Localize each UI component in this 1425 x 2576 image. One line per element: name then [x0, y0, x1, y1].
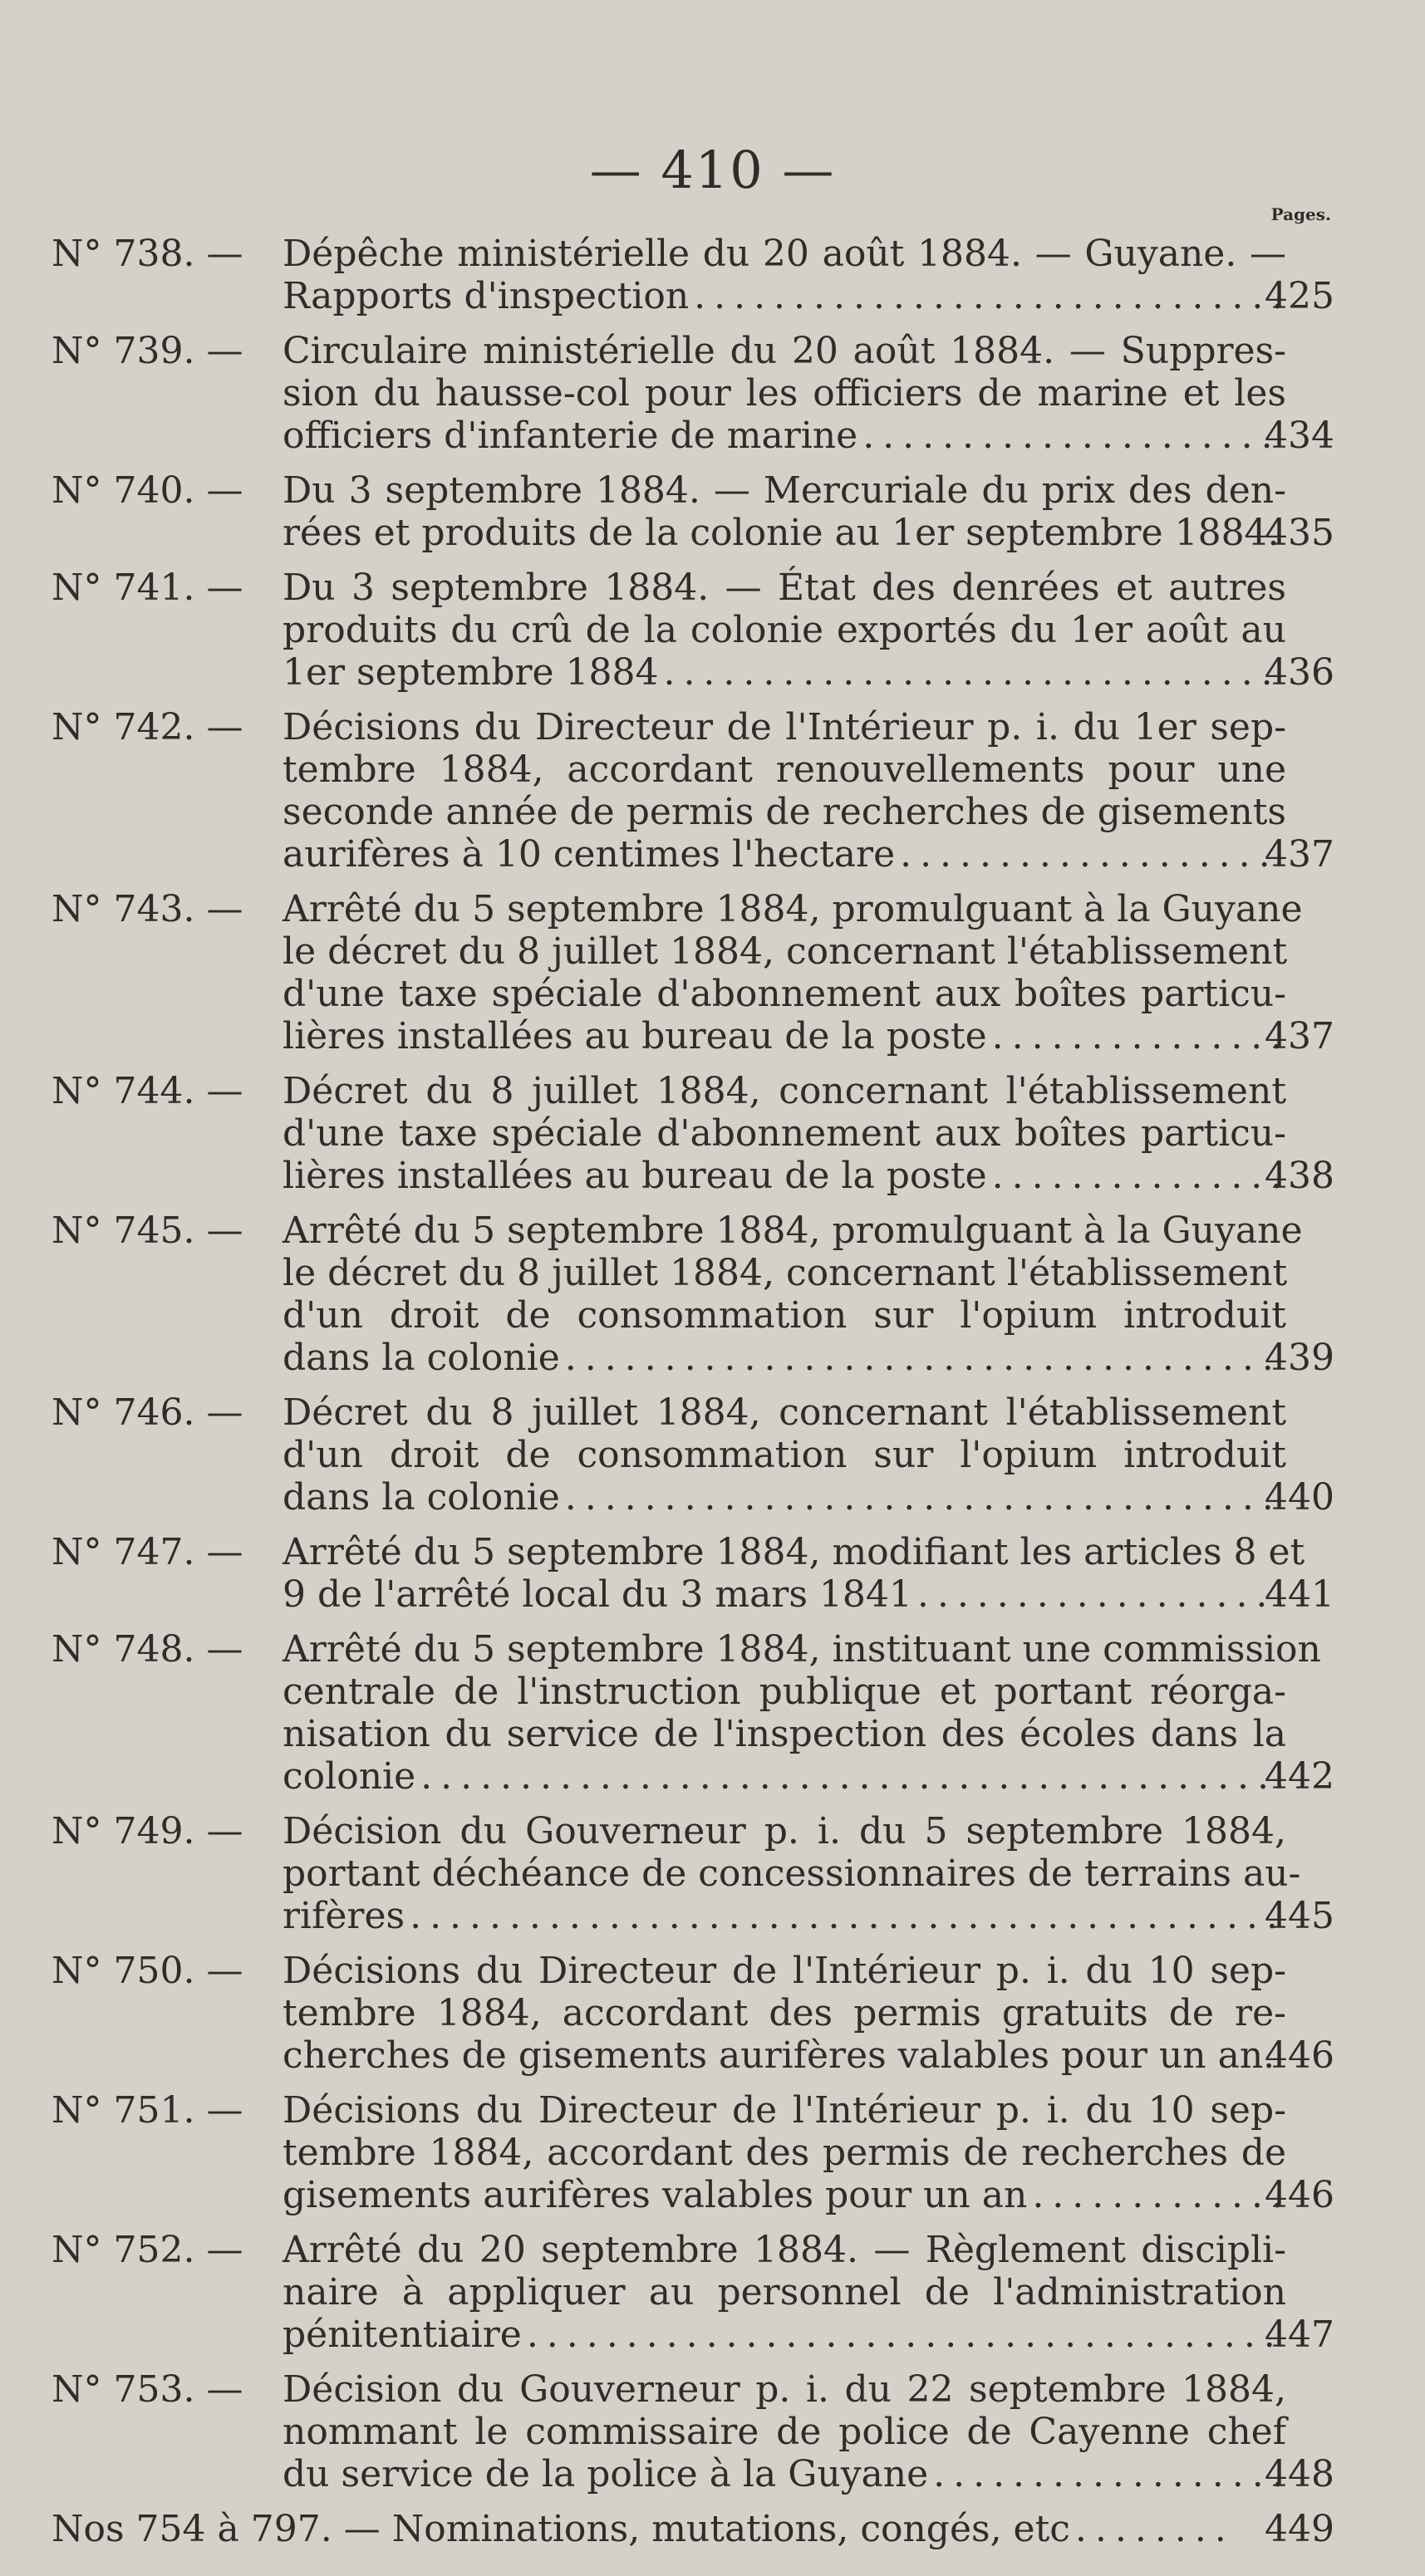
entry-description [283, 2229, 1334, 2356]
toc-entry [52, 1950, 1334, 2077]
entry-number: N° 744. [52, 1070, 195, 1112]
entry-label [52, 1950, 243, 1992]
entry-line: Rapports d'inspection [283, 275, 690, 317]
entry-line: produits du crû de la colonie exportés du 1er août au [283, 609, 1286, 651]
entry-line: d'un droit de consommation sur l'opium introduit [283, 1434, 1286, 1476]
entry-number: N° 742. [52, 706, 195, 748]
entry-line: pénitentiaire [283, 2313, 522, 2356]
dot-leader [992, 1015, 1281, 1057]
dot-leader [527, 2313, 1281, 2356]
entry-line: aurifères à 10 centimes l'hectare [283, 833, 896, 876]
entry-line: tembre 1884, accordant des permis gratuits de re- [283, 1992, 1286, 2034]
entry-description [283, 567, 1334, 694]
entry-description [283, 1628, 1334, 1798]
toc-entry [52, 2229, 1334, 2356]
toc-entry [52, 888, 1334, 1057]
entry-description [283, 330, 1334, 457]
entry-dash: — [206, 2368, 243, 2411]
entry-description [283, 1531, 1334, 1616]
entry-label [52, 706, 243, 748]
entry-number: N° 745. [52, 1209, 195, 1252]
page-number: — 410 — [589, 140, 836, 200]
page-reference: 447 [1265, 2313, 1334, 2356]
entry-label [52, 1209, 243, 1252]
entry-line: portant déchéance de concessionnaires de terrains au- [283, 1852, 1301, 1895]
entry-number: N° 753. [52, 2368, 195, 2411]
entry-label [52, 233, 243, 275]
entry-line: Arrêté du 20 septembre 1884. — Règlement discipli- [283, 2229, 1286, 2271]
page-reference: 439 [1265, 1337, 1334, 1379]
dot-leader [565, 1476, 1281, 1519]
entry-number: N° 741. [52, 567, 195, 609]
entry-dash: — [206, 1391, 243, 1434]
entry-dash: — [206, 469, 243, 512]
entry-label [52, 2508, 381, 2550]
dot-leader [410, 1895, 1281, 1937]
entry-dash: — [206, 1070, 243, 1112]
page-reference: 435 [1265, 512, 1334, 554]
dot-leader [694, 275, 1281, 317]
entry-line: lières installées au bureau de la poste [283, 1155, 987, 1197]
entry-line: cherches de gisements aurifères valables pour un an. [283, 2034, 1275, 2077]
entry-line: naire à appliquer au personnel de l'administration [283, 2271, 1286, 2313]
entry-label [52, 469, 243, 512]
entry-dash: — [206, 2229, 243, 2271]
entry-line: seconde année de permis de recherches de gisements [283, 791, 1286, 833]
entry-line: nommant le commissaire de police de Cayenne chef [283, 2411, 1286, 2453]
entry-line: rifères [283, 1895, 405, 1937]
entry-line: tembre 1884, accordant renouvellements pour une [283, 748, 1286, 791]
entry-line: lières installées au bureau de la poste [283, 1015, 987, 1057]
entry-number: N° 748. [52, 1628, 195, 1671]
entry-line: du service de la police à la Guyane [283, 2453, 929, 2495]
entry-line: Décret du 8 juillet 1884, concernant l'établissement [283, 1070, 1286, 1112]
entry-description [283, 233, 1334, 317]
entry-line: dans la colonie [283, 1337, 560, 1379]
entry-dash: — [206, 1950, 243, 1992]
toc-entry [52, 567, 1334, 694]
entry-dash: — [206, 1810, 243, 1852]
entry-line: 1er septembre 1884 [283, 651, 659, 694]
entry-dash: — [343, 2508, 381, 2550]
entry-description [283, 2089, 1334, 2216]
entry-line: Arrêté du 5 septembre 1884, promulguant à la Guyane [283, 888, 1303, 930]
entry-line: Du 3 septembre 1884. — Mercuriale du prix des den- [283, 469, 1286, 512]
dot-leader [420, 1755, 1281, 1798]
entry-line: Arrêté du 5 septembre 1884, modifiant les articles 8 et [283, 1531, 1305, 1573]
page-reference: 446 [1265, 2174, 1334, 2216]
toc-entry [52, 1070, 1334, 1197]
entry-line: d'une taxe spéciale d'abonnement aux boîtes particu- [283, 973, 1286, 1015]
dot-leader [900, 833, 1281, 876]
entry-description [52, 2508, 1334, 2550]
entry-line: Décret du 8 juillet 1884, concernant l'établissement [283, 1391, 1286, 1434]
entry-line: d'un droit de consommation sur l'opium introduit [283, 1294, 1286, 1337]
entry-line: le décret du 8 juillet 1884, concernant l'établissement [283, 1252, 1288, 1294]
toc-entry [52, 2508, 1334, 2550]
dot-leader [663, 651, 1281, 694]
entry-label [52, 1070, 243, 1112]
entry-label [52, 1810, 243, 1852]
entry-line: Décisions du Directeur de l'Intérieur p. i. du 1er sep- [283, 706, 1286, 748]
page-reference: 434 [1265, 415, 1334, 457]
entry-number: N° 738. [52, 233, 195, 275]
entry-line: colonie [283, 1755, 416, 1798]
toc-entry [52, 330, 1334, 457]
entry-line: Nominations, mutations, congés, etc [391, 2508, 1070, 2550]
entry-label [52, 567, 243, 609]
page-reference: 442 [1265, 1755, 1334, 1798]
entry-number: N° 739. [52, 330, 195, 372]
entry-description [283, 888, 1334, 1057]
toc-entry [52, 1628, 1334, 1798]
entry-line: officiers d'infanterie de marine [283, 415, 858, 457]
entry-line: Arrêté du 5 septembre 1884, instituant une commission [283, 1628, 1321, 1671]
entry-line: Décisions du Directeur de l'Intérieur p. i. du 10 sep- [283, 1950, 1286, 1992]
dot-leader [933, 2453, 1281, 2495]
entry-description [283, 1209, 1334, 1379]
entry-line: Décision du Gouverneur p. i. du 22 septembre 1884, [283, 2368, 1286, 2411]
entry-line: gisements aurifères valables pour un an [283, 2174, 1028, 2216]
entry-line: le décret du 8 juillet 1884, concernant l'établissement [283, 930, 1288, 973]
toc-entry [52, 1209, 1334, 1379]
dot-leader [565, 1337, 1281, 1379]
entry-line: Arrêté du 5 septembre 1884, promulguant à la Guyane [283, 1209, 1303, 1252]
entry-line: centrale de l'instruction publique et portant réorga- [283, 1671, 1286, 1713]
entry-dash: — [206, 233, 243, 275]
entry-dash: — [206, 330, 243, 372]
dot-leader [1032, 2174, 1281, 2216]
entry-line: nisation du service de l'inspection des écoles dans la [283, 1713, 1286, 1755]
entry-label [52, 2229, 243, 2271]
entry-line: Circulaire ministérielle du 20 août 1884. — Suppres- [283, 330, 1286, 372]
entry-description [283, 469, 1334, 554]
toc-entry [52, 2368, 1334, 2495]
toc-entry [52, 706, 1334, 876]
entry-number: N° 750. [52, 1950, 195, 1992]
entry-label [52, 1391, 243, 1434]
entry-number: N° 749. [52, 1810, 195, 1852]
entry-line: sion du hausse-col pour les officiers de marine et les [283, 372, 1286, 415]
entry-number: N° 746. [52, 1391, 195, 1434]
entry-label [52, 1628, 243, 1671]
entry-line: Du 3 septembre 1884. — État des denrées et autres [283, 567, 1286, 609]
entry-dash: — [206, 888, 243, 930]
page-reference: 441 [1265, 1573, 1334, 1616]
entry-line: Décision du Gouverneur p. i. du 5 septembre 1884, [283, 1810, 1286, 1852]
dot-leader [862, 415, 1281, 457]
entry-description [283, 1070, 1334, 1197]
toc-entry [52, 233, 1334, 317]
entry-line: Dépêche ministérielle du 20 août 1884. — Guyane. — [283, 233, 1286, 275]
entry-label [52, 2368, 243, 2411]
entry-number: N° 752. [52, 2229, 195, 2271]
dot-leader [992, 1155, 1281, 1197]
entry-line: dans la colonie [283, 1476, 560, 1519]
page-reference: 446 [1265, 2034, 1334, 2077]
entry-number: N° 747. [52, 1531, 195, 1573]
pages-column-header: Pages. [1270, 204, 1331, 224]
entry-dash: — [206, 567, 243, 609]
entry-dash: — [206, 1209, 243, 1252]
entry-line: Décisions du Directeur de l'Intérieur p. i. du 10 sep- [283, 2089, 1286, 2132]
page-reference: 445 [1265, 1895, 1334, 1937]
entry-number: N° 751. [52, 2089, 195, 2132]
entry-label [52, 888, 243, 930]
page-reference: 438 [1265, 1155, 1334, 1197]
entry-description [283, 1391, 1334, 1519]
toc-entry [52, 2089, 1334, 2216]
dot-leader [917, 1573, 1281, 1616]
page-reference: 440 [1265, 1476, 1334, 1519]
entry-description [283, 1810, 1334, 1937]
entry-label [52, 330, 243, 372]
entry-description [283, 706, 1334, 876]
toc-entry [52, 1531, 1334, 1616]
entry-dash: — [206, 706, 243, 748]
page-reference: 436 [1265, 651, 1334, 694]
entry-dash: — [206, 2089, 243, 2132]
toc-entry [52, 469, 1334, 554]
toc-entry [52, 1810, 1334, 1937]
page-reference: 437 [1265, 833, 1334, 876]
page-reference: 449 [1265, 2508, 1334, 2550]
dot-leader [1075, 2508, 1231, 2550]
entry-number: Nos 754 à 797. [52, 2508, 332, 2550]
entry-label [52, 2089, 243, 2132]
entry-number: N° 740. [52, 469, 195, 512]
page-reference: 425 [1265, 275, 1334, 317]
page-reference: 448 [1265, 2453, 1334, 2495]
entry-line: 9 de l'arrêté local du 3 mars 1841 [283, 1573, 912, 1616]
entry-line: rées et produits de la colonie au 1er septembre 1884. [283, 512, 1280, 554]
entry-line: d'une taxe spéciale d'abonnement aux boîtes particu- [283, 1112, 1286, 1155]
entry-description [283, 1950, 1334, 2077]
page-reference: 437 [1265, 1015, 1334, 1057]
entry-number: N° 743. [52, 888, 195, 930]
entry-line: tembre 1884, accordant des permis de recherches de [283, 2132, 1286, 2174]
entry-dash: — [206, 1531, 243, 1573]
entry-description [283, 2368, 1334, 2495]
table-of-contents [52, 233, 1334, 2563]
entry-dash: — [206, 1628, 243, 1671]
entry-label [52, 1531, 243, 1573]
toc-entry [52, 1391, 1334, 1519]
